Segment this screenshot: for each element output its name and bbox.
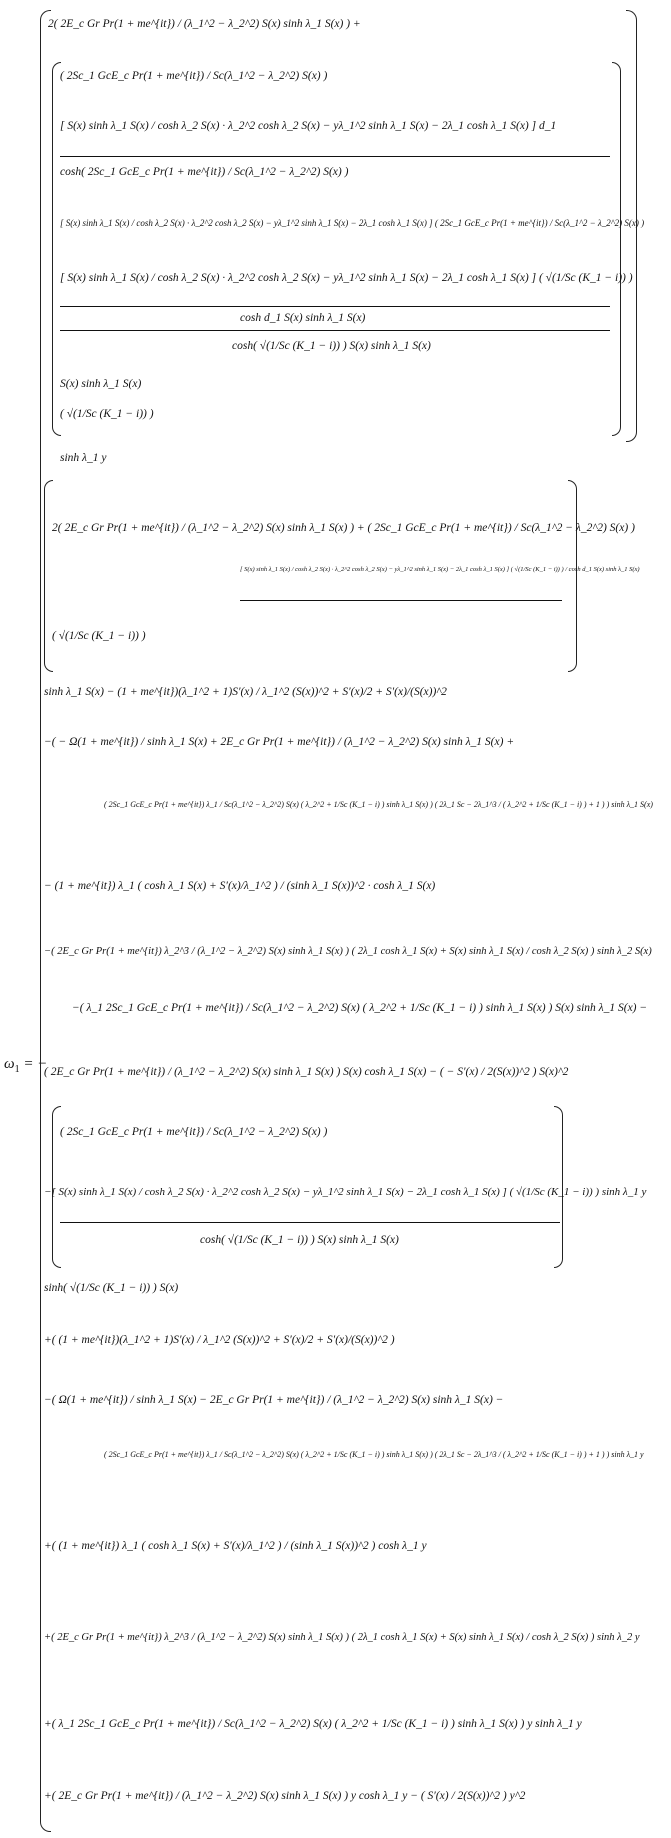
equation-line-26: +( (1 + me^{it})(λ_1^2 + 1)S′(x) / λ_1^2 (S(x))^2 + S′(x)/2 + S′(x)/(S(x))^2 ) (44, 1334, 395, 1346)
equation-line-14: ( √(1/Sc (K_1 − i)) ) (52, 630, 146, 642)
omega-subscript: 1 (14, 1064, 20, 1075)
equation-line-6: [ S(x) sinh λ_1 S(x) / cosh λ_2 S(x) · λ_2^2 cosh λ_2 S(x) − yλ_1^2 sinh λ_1 S(x) − 2λ_1 cosh λ_1 S(x) ] ( √(1/Sc (K_1 − i)) ) (60, 272, 633, 284)
equation-line-3: [ S(x) sinh λ_1 S(x) / cosh λ_2 S(x) · λ_2^2 cosh λ_2 S(x) − yλ_1^2 sinh λ_1 S(x) − 2λ_1 cosh λ_1 S(x) ] d_1 (60, 120, 557, 132)
omega-symbol: ω (4, 1056, 15, 1072)
equation-line-27: −( Ω(1 + me^{it}) / sinh λ_1 S(x) − 2E_c Gr Pr(1 + me^{it}) / (λ_1^2 − λ_2^2) S(x) sinh λ_1 S(x) − (44, 1394, 504, 1406)
outer-left-paren (40, 10, 51, 1832)
fraction-bar-3 (60, 330, 610, 331)
equals-minus: = − (19, 1056, 48, 1072)
equation-line-2: ( 2Sc_1 GcE_c Pr(1 + me^{it}) / Sc(λ_1^2 − λ_2^2) S(x) ) (60, 70, 328, 82)
equation-line-20: −( λ_1 2Sc_1 GcE_c Pr(1 + me^{it}) / Sc(λ_1^2 − λ_2^2) S(x) ( λ_2^2 + 1/Sc (K_1 − i) ) sinh λ_1 S(x) ) S(x) sinh λ_1 S(x) − (72, 1002, 648, 1014)
equation-line-8: cosh( √(1/Sc (K_1 − i)) ) S(x) sinh λ_1 S(x) (232, 340, 431, 352)
fraction-bar-2 (60, 306, 610, 307)
equation-line-28: ( 2Sc_1 GcE_c Pr(1 + me^{it}) λ_1 / Sc(λ_1^2 − λ_2^2) S(x) ( λ_2^2 + 1/Sc (K_1 − i) ) sinh λ_1 S(x) ) ( 2λ_1 Sc − 2λ_1^3 / ( λ_2^2 + 1/Sc (K_1 − i) ) + 1 ) ) sinh λ_1 y (104, 1450, 644, 1459)
equation-line-19: −( 2E_c Gr Pr(1 + me^{it}) λ_2^3 / (λ_1^2 − λ_2^2) S(x) sinh λ_1 S(x) ) ( 2λ_1 cosh λ_1 S(x) + S(x) sinh λ_1 S(x) / cosh λ_2 S(x) ) sinh λ_2 S(x) (44, 946, 652, 957)
equation-line-17: ( 2Sc_1 GcE_c Pr(1 + me^{it}) λ_1 / Sc(λ_1^2 − λ_2^2) S(x) ( λ_2^2 + 1/Sc (K_1 − i) ) sinh λ_1 S(x) ) ( 2λ_1 Sc − 2λ_1^3 / ( λ_2^2 + 1/Sc (K_1 − i) ) + 1 ) ) sinh λ_1 S(x) (104, 800, 653, 809)
equation-line-5: [ S(x) sinh λ_1 S(x) / cosh λ_2 S(x) · λ_2^2 cosh λ_2 S(x) − yλ_1^2 sinh λ_1 S(x) − 2λ_1 cosh λ_1 S(x) ] ( 2Sc_1 GcE_c Pr(1 + me^{it}) / Sc(λ_1^2 − λ_2^2) S(x) ) (60, 218, 645, 228)
equation-line-32: +( 2E_c Gr Pr(1 + me^{it}) / (λ_1^2 − λ_2^2) S(x) sinh λ_1 S(x) ) y cosh λ_1 y − ( S′(x) / 2(S(x))^2 ) y^2 (44, 1790, 526, 1802)
equation-line-13: [ S(x) sinh λ_1 S(x) / cosh λ_2 S(x) · λ_2^2 cosh λ_2 S(x) − yλ_1^2 sinh λ_1 S(x) − 2λ_1 cosh λ_1 S(x) ] ( √(1/Sc (K_1 − i)) ) / cosh d_1 S(x) sinh λ_1 S(x) (240, 566, 640, 573)
equation-line-7: cosh d_1 S(x) sinh λ_1 S(x) (240, 312, 366, 324)
block2-right-bracket (568, 480, 577, 672)
equation-line-10: ( √(1/Sc (K_1 − i)) ) (60, 408, 154, 420)
equation-line-4: cosh( 2Sc_1 GcE_c Pr(1 + me^{it}) / Sc(λ_1^2 − λ_2^2) S(x) ) (60, 166, 349, 178)
equation-line-18: − (1 + me^{it}) λ_1 ( cosh λ_1 S(x) + S′(x)/λ_1^2 ) / (sinh λ_1 S(x))^2 · cosh λ_1 S(x) (44, 880, 436, 892)
equation-line-15: sinh λ_1 S(x) − (1 + me^{it})(λ_1^2 + 1)S′(x) / λ_1^2 (S(x))^2 + S′(x)/2 + S′(x)/(S(x))^2 (44, 686, 447, 698)
fraction-bar-4 (240, 600, 562, 601)
equation-line-23: −[ S(x) sinh λ_1 S(x) / cosh λ_2 S(x) · λ_2^2 cosh λ_2 S(x) − yλ_1^2 sinh λ_1 S(x) − 2λ_1 cosh λ_1 S(x) ] ( √(1/Sc (K_1 − i)) ) sinh λ_1 y (44, 1186, 647, 1198)
equation-line-21: ( 2E_c Gr Pr(1 + me^{it}) / (λ_1^2 − λ_2^2) S(x) sinh λ_1 S(x) ) S(x) cosh λ_1 S(x) − ( − S′(x) / 2(S(x))^2 ) S(x)^2 (44, 1066, 569, 1078)
equation-line-24: cosh( √(1/Sc (K_1 − i)) ) S(x) sinh λ_1 S(x) (200, 1234, 399, 1246)
equation-line-11: sinh λ_1 y (60, 452, 107, 464)
equation-line-29: +( (1 + me^{it}) λ_1 ( cosh λ_1 S(x) + S′(x)/λ_1^2 ) / (sinh λ_1 S(x))^2 ) cosh λ_1 y (44, 1540, 427, 1552)
equation-line-16: −( − Ω(1 + me^{it}) / sinh λ_1 S(x) + 2E_c Gr Pr(1 + me^{it}) / (λ_1^2 − λ_2^2) S(x) sinh λ_1 S(x) + (44, 736, 515, 748)
block1-right-bracket (612, 62, 621, 436)
equation-line-22: ( 2Sc_1 GcE_c Pr(1 + me^{it}) / Sc(λ_1^2 − λ_2^2) S(x) ) (60, 1126, 328, 1138)
equation-line-9: S(x) sinh λ_1 S(x) (60, 378, 142, 390)
block2-left-bracket (44, 480, 53, 672)
equation-line-1: 2( 2E_c Gr Pr(1 + me^{it}) / (λ_1^2 − λ_2^2) S(x) sinh λ_1 S(x) ) + (48, 18, 361, 30)
equation-line-31: +( λ_1 2Sc_1 GcE_c Pr(1 + me^{it}) / Sc(λ_1^2 − λ_2^2) S(x) ( λ_2^2 + 1/Sc (K_1 − i) ) sinh λ_1 S(x) ) y sinh λ_1 y (44, 1718, 582, 1730)
equation-line-25: sinh( √(1/Sc (K_1 − i)) ) S(x) (44, 1282, 179, 1294)
fraction-bar-1 (60, 156, 610, 157)
fraction-bar-5 (60, 1222, 560, 1223)
equation-line-12: 2( 2E_c Gr Pr(1 + me^{it}) / (λ_1^2 − λ_2^2) S(x) sinh λ_1 S(x) ) + ( 2Sc_1 GcE_c Pr(1 + me^{it}) / Sc(λ_1^2 − λ_2^2) S(x) ) (52, 522, 635, 534)
equation-line-30: +( 2E_c Gr Pr(1 + me^{it}) λ_2^3 / (λ_1^2 − λ_2^2) S(x) sinh λ_1 S(x) ) ( 2λ_1 cosh λ_1 S(x) + S(x) sinh λ_1 S(x) / cosh λ_2 S(x) ) sinh λ_2 y (44, 1632, 640, 1643)
